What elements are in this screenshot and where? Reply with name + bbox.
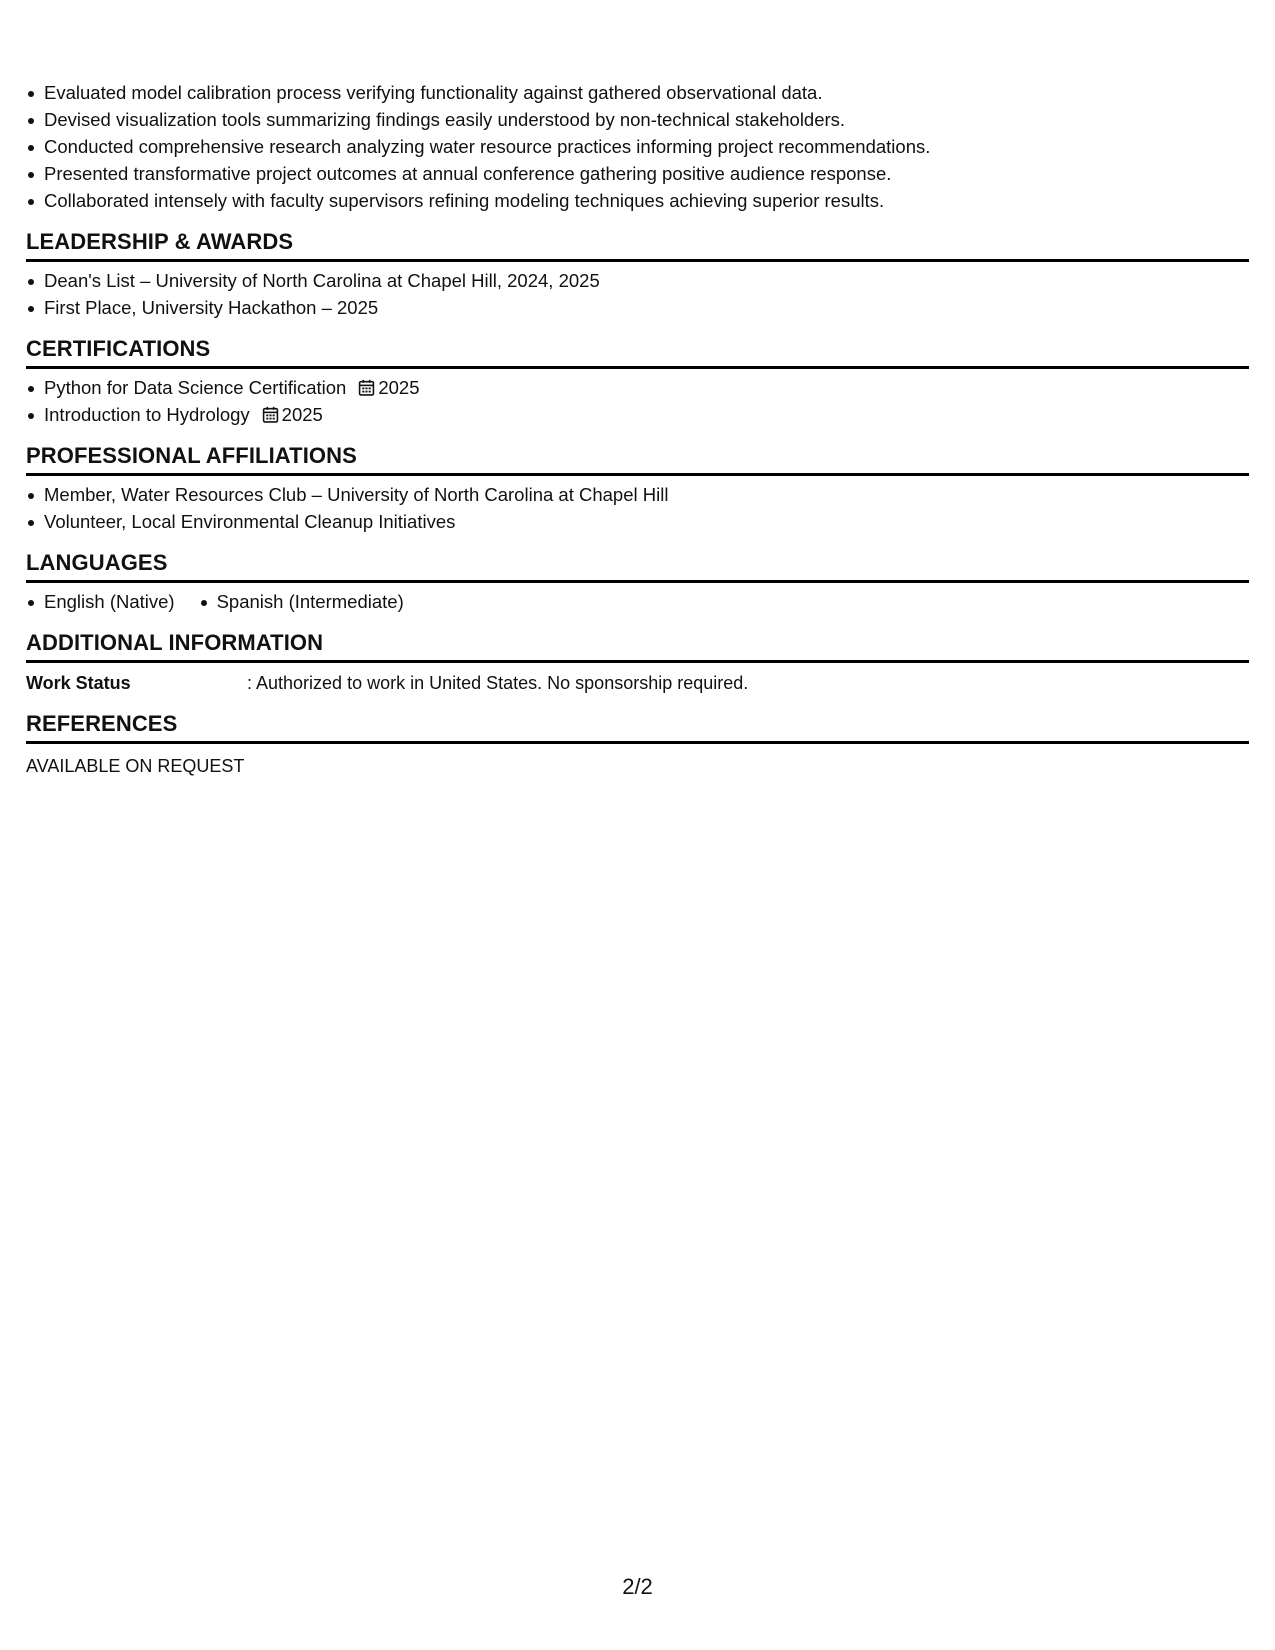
list-item: Member, Water Resources Club – University of North Carolina at Chapel Hill	[26, 481, 1249, 508]
certification-name: Introduction to Hydrology	[44, 404, 250, 425]
certification-name: Python for Data Science Certification	[44, 377, 347, 398]
list-item	[26, 401, 1249, 428]
page-number: 2/2	[622, 1574, 653, 1599]
section-title: CERTIFICATIONS	[26, 335, 1249, 369]
references-section	[26, 710, 1249, 779]
list-item: Devised visualization tools summarizing findings easily understood by non-technical stakeholders.	[26, 106, 1249, 133]
section-title: PROFESSIONAL AFFILIATIONS	[26, 442, 1249, 476]
experience-bullet-list	[26, 79, 1249, 214]
list-item: Spanish (Intermediate)	[199, 588, 404, 615]
certifications-list	[26, 374, 1249, 428]
leadership-section	[26, 228, 1249, 321]
work-status-row	[26, 670, 1249, 696]
leadership-list	[26, 267, 1249, 321]
languages-section	[26, 549, 1249, 615]
certification-year: 2025	[378, 377, 420, 398]
calendar-icon	[262, 406, 279, 423]
section-title: LEADERSHIP & AWARDS	[26, 228, 1249, 262]
calendar-icon	[358, 379, 375, 396]
list-item: Evaluated model calibration process verifying functionality against gathered observational data.	[26, 79, 1249, 106]
list-item: Presented transformative project outcomes at annual conference gathering positive audience response.	[26, 160, 1249, 187]
list-item: Dean's List – University of North Carolina at Chapel Hill, 2024, 2025	[26, 267, 1249, 294]
languages-list	[26, 588, 1249, 615]
section-title: ADDITIONAL INFORMATION	[26, 629, 1249, 663]
certifications-section	[26, 335, 1249, 428]
section-title: REFERENCES	[26, 710, 1249, 744]
references-text: AVAILABLE ON REQUEST	[26, 756, 245, 776]
list-item: Volunteer, Local Environmental Cleanup Initiatives	[26, 508, 1249, 535]
list-item: First Place, University Hackathon – 2025	[26, 294, 1249, 321]
additional-info-section	[26, 629, 1249, 696]
list-item: Collaborated intensely with faculty supervisors refining modeling techniques achieving superior results.	[26, 187, 1249, 214]
work-status-value: : Authorized to work in United States. No sponsorship required.	[247, 673, 749, 693]
list-item: Conducted comprehensive research analyzing water resource practices informing project recommendations.	[26, 133, 1249, 160]
certification-year: 2025	[281, 404, 323, 425]
list-item: English (Native)	[26, 588, 175, 615]
affiliations-list	[26, 481, 1249, 535]
work-status-label: Work Status	[26, 673, 131, 693]
list-item	[26, 374, 1249, 401]
section-title: LANGUAGES	[26, 549, 1249, 583]
resume-page	[26, 0, 1249, 779]
affiliations-section	[26, 442, 1249, 535]
